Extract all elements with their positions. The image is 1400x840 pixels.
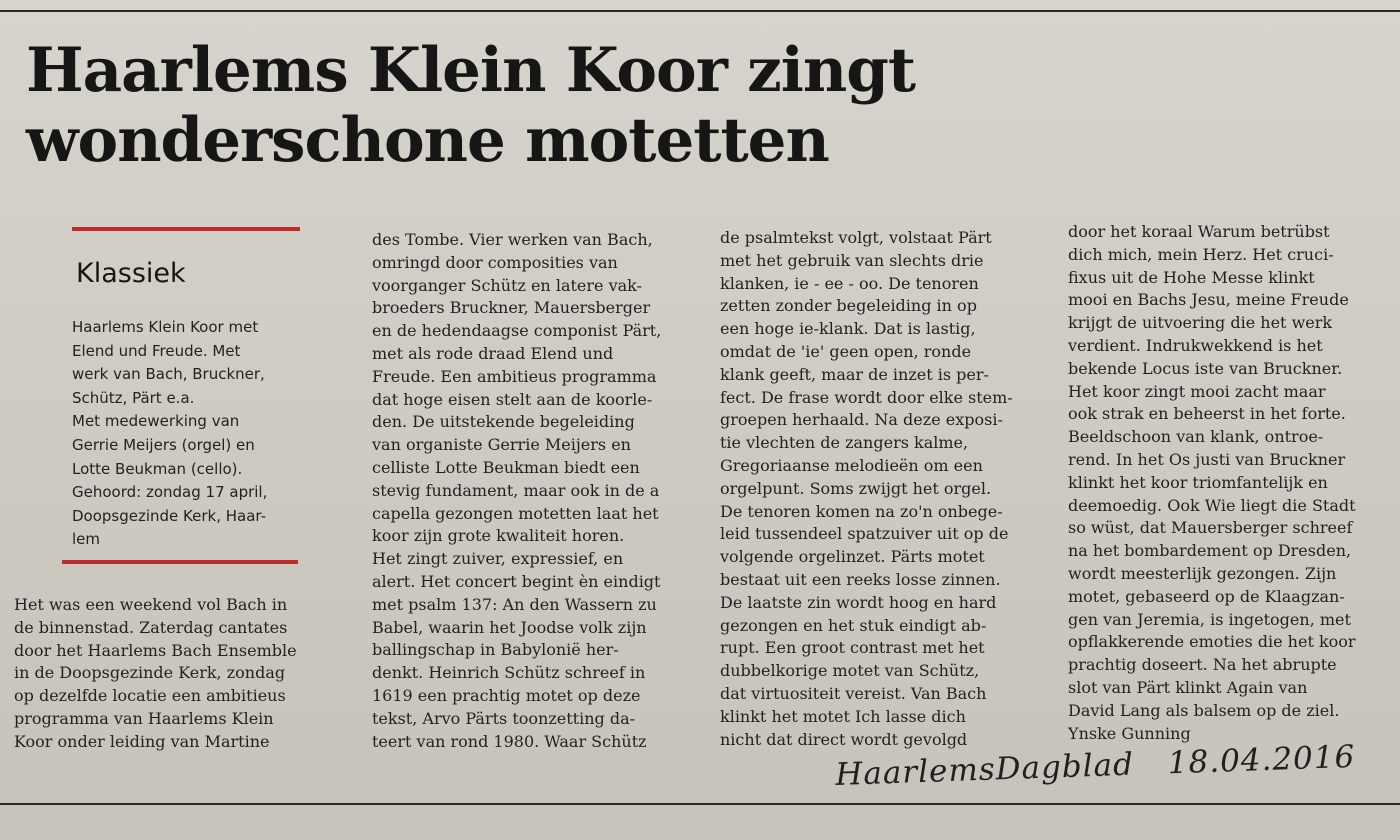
article-line: door het koraal Warum betrübst	[1068, 222, 1330, 241]
article-line: klank geeft, maar de inzet is per-	[720, 364, 989, 384]
infobox-line: Lotte Beukman (cello).	[72, 459, 243, 478]
article-line: slot van Pärt klinkt Again van	[1068, 677, 1308, 697]
article-line: orgelpunt. Soms zwijgt het orgel.	[720, 478, 992, 498]
article-line: omringd door composities van	[372, 252, 618, 272]
article-line: op dezelfde locatie een ambitieus	[14, 686, 286, 706]
infobox-line: Met medewerking van	[72, 412, 240, 431]
bottom-rule	[0, 803, 1400, 805]
article-line: gen van Jeremia, is ingetogen, met	[1068, 609, 1351, 629]
section-rule-bottom	[62, 560, 298, 564]
article-line: omdat de 'ie' geen open, ronde	[720, 341, 972, 361]
article-line: na het bombardement op Dresden,	[1068, 541, 1352, 561]
infobox-line: Gehoord: zondag 17 april,	[72, 483, 268, 502]
article-line: krijgt de uitvoering die het werk	[1068, 313, 1333, 333]
article-column-3	[720, 227, 1013, 751]
article-line: bekende Locus iste van Bruckner.	[1068, 358, 1343, 378]
article-line: leid tussendeel spatzuiver uit op de	[720, 524, 1009, 544]
infobox-line: Schütz, Pärt e.a.	[72, 388, 195, 407]
article-line: fixus uit de Hohe Messe klinkt	[1068, 267, 1315, 287]
article-line: celliste Lotte Beukman biedt een	[372, 457, 640, 477]
article-line: rupt. Een groot contrast met het	[720, 638, 985, 658]
concert-infobox	[72, 316, 312, 552]
article-line: de psalmtekst volgt, volstaat Pärt	[720, 228, 992, 247]
article-line: mooi en Bachs Jesu, meine Freude	[1068, 290, 1349, 310]
article-line: Freude. Een ambitieus programma	[372, 366, 657, 386]
article-line: door het Haarlems Bach Ensemble	[14, 640, 297, 660]
article-column-4	[1068, 221, 1356, 745]
article-line: voorganger Schütz en latere vak-	[372, 275, 642, 295]
article-line: deemoedig. Ook Wie liegt die Stadt	[1068, 495, 1356, 515]
article-line: tekst, Arvo Pärts toonzetting da-	[372, 708, 636, 728]
article-line: bestaat uit een reeks losse zinnen.	[720, 569, 1001, 589]
article-line: de binnenstad. Zaterdag cantates	[14, 617, 288, 637]
headline	[26, 36, 915, 176]
article-line: so wüst, dat Mauersberger schreef	[1068, 518, 1353, 538]
article-line: ook strak en beheerst in het forte.	[1068, 404, 1346, 424]
article-line: Babel, waarin het Joodse volk zijn	[372, 617, 647, 637]
article-line: Het was een weekend vol Bach in	[14, 595, 288, 614]
article-column-1	[14, 594, 297, 754]
article-line: tie vlechten de zangers kalme,	[720, 433, 969, 453]
article-line: wordt meesterlijk gezongen. Zijn	[1068, 563, 1337, 583]
article-line: Het koor zingt mooi zacht maar	[1068, 381, 1326, 401]
article-line: teert van rond 1980. Waar Schütz	[372, 731, 647, 751]
article-line: ballingschap in Babylonië her-	[372, 640, 619, 660]
article-line: opflakkerende emoties die het koor	[1068, 632, 1356, 652]
article-line: Beeldschoon van klank, ontroe-	[1068, 427, 1324, 447]
top-rule	[0, 10, 1400, 12]
article-line: Gregoriaanse melodieën om een	[720, 455, 983, 475]
infobox-line: Elend und Freude. Met	[72, 341, 241, 360]
article-line: klinkt het motet Ich lasse dich	[720, 706, 966, 726]
article-line: Het zingt zuiver, expressief, en	[372, 549, 624, 569]
infobox-line: Gerrie Meijers (orgel) en	[72, 435, 255, 454]
article-line: rend. In het Os justi van Bruckner	[1068, 449, 1346, 469]
article-line: met het gebruik van slechts drie	[720, 250, 984, 270]
article-line: in de Doopsgezinde Kerk, zondag	[14, 663, 286, 683]
article-line: dat hoge eisen stelt aan de koorle-	[372, 389, 653, 409]
article-line: dat virtuositeit vereist. Van Bach	[720, 683, 987, 703]
article-line: denkt. Heinrich Schütz schreef in	[372, 663, 646, 683]
section-label: Klassiek	[76, 258, 186, 289]
article-line: De laatste zin wordt hoog en hard	[720, 592, 997, 612]
handwritten-date: 18.04.2016	[1167, 738, 1356, 782]
article-line: 1619 een prachtig motet op deze	[372, 685, 641, 705]
article-line: De tenoren komen na zo'n onbege-	[720, 501, 1003, 521]
infobox-line: Haarlems Klein Koor met	[72, 318, 259, 336]
infobox-line: lem	[72, 530, 101, 549]
article-line: den. De uitstekende begeleiding	[372, 412, 635, 432]
article-line: groepen herhaald. Na deze exposi-	[720, 410, 1003, 430]
article-line: klanken, ie - ee - oo. De tenoren	[720, 273, 979, 293]
article-line: motet, gebaseerd op de Klaagzan-	[1068, 586, 1345, 606]
article-line: nicht dat direct wordt gevolgd	[720, 729, 968, 749]
article-line: gezongen en het stuk eindigt ab-	[720, 615, 987, 635]
infobox-line: Doopsgezinde Kerk, Haar-	[72, 506, 267, 525]
article-line: Ynske Gunning	[1068, 723, 1191, 743]
article-line: dubbelkorige motet van Schütz,	[720, 661, 980, 681]
article-line: dich mich, mein Herz. Het cruci-	[1068, 244, 1334, 264]
article-line: prachtig doseert. Na het abrupte	[1068, 655, 1337, 675]
article-line: volgende orgelinzet. Pärts motet	[720, 547, 985, 567]
headline-line-2: wonderschone motetten	[26, 105, 829, 176]
article-line: met psalm 137: An den Wassern zu	[372, 594, 657, 614]
handwritten-source: HaarlemsDagblad	[834, 746, 1135, 793]
article-line: alert. Het concert begint èn eindigt	[372, 571, 661, 591]
article-line: stevig fundament, maar ook in de a	[372, 480, 660, 500]
article-line: verdient. Indrukwekkend is het	[1068, 335, 1323, 355]
section-rule-top	[72, 227, 300, 231]
article-column-2	[372, 229, 661, 753]
article-line: en de hedendaagse componist Pärt,	[372, 321, 662, 341]
article-line: David Lang als balsem op de ziel.	[1068, 700, 1340, 720]
article-line: capella gezongen motetten laat het	[372, 503, 659, 523]
article-line: Koor onder leiding van Martine	[14, 731, 270, 751]
infobox-line: werk van Bach, Bruckner,	[72, 365, 265, 384]
article-line: des Tombe. Vier werken van Bach,	[372, 230, 653, 249]
article-line: klinkt het koor triomfantelijk en	[1068, 472, 1328, 492]
article-line: koor zijn grote kwaliteit horen.	[372, 526, 625, 546]
article-line: broeders Bruckner, Mauersberger	[372, 298, 651, 318]
article-line: zetten zonder begeleiding in op	[720, 296, 977, 316]
headline-line-1: Haarlems Klein Koor zingt	[26, 35, 916, 106]
article-line: van organiste Gerrie Meijers en	[372, 435, 631, 455]
article-line: fect. De frase wordt door elke stem-	[720, 387, 1013, 407]
article-line: programma van Haarlems Klein	[14, 708, 274, 728]
article-line: een hoge ie-klank. Dat is lastig,	[720, 319, 976, 339]
article-line: met als rode draad Elend und	[372, 343, 614, 363]
